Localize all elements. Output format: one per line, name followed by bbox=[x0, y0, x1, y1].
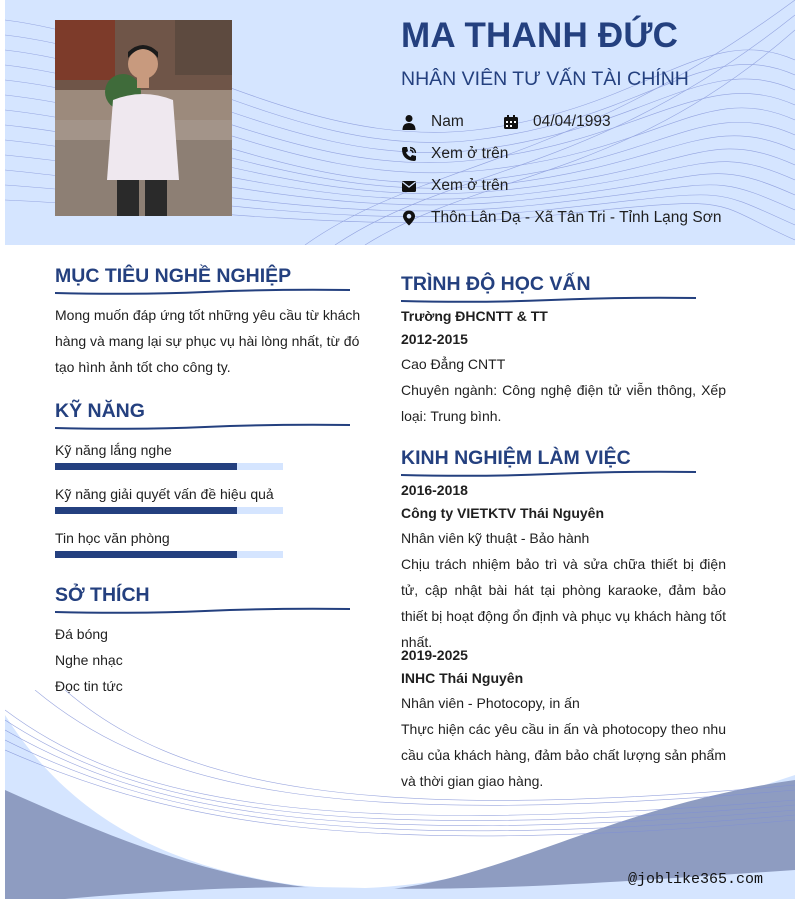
skills-title: KỸ NĂNG bbox=[55, 400, 145, 422]
education-underline bbox=[401, 296, 696, 304]
objective-text: Mong muốn đáp ứng tốt những yêu cầu từ khách hàng và mang lại sự phục vụ hài lòng nhất, từ đó tạo hình ảnh tốt cho công ty. bbox=[55, 307, 361, 375]
skill-bar-fill bbox=[55, 463, 237, 470]
birthday-value: 04/04/1993 bbox=[533, 113, 611, 130]
gender-row bbox=[401, 113, 464, 131]
education-degree: Cao Đẳng CNTT bbox=[401, 356, 506, 372]
education-detail: Chuyên ngành: Công nghệ điện tử viễn thông, Xếp loại: Trung bình. bbox=[401, 382, 726, 424]
person-icon bbox=[401, 114, 417, 130]
hobbies-title: SỞ THÍCH bbox=[55, 584, 150, 606]
email-value: Xem ở trên bbox=[431, 177, 509, 194]
calendar-icon bbox=[503, 114, 519, 130]
footer-handle: @joblike365.com bbox=[628, 871, 764, 888]
hobby-item: Nghe nhạc bbox=[55, 652, 123, 668]
skill-bar bbox=[55, 463, 283, 470]
phone-row bbox=[401, 145, 508, 163]
experience-title: KINH NGHIỆM LÀM VIỆC bbox=[401, 447, 631, 469]
profile-photo bbox=[55, 20, 232, 216]
skill-bar-fill bbox=[55, 507, 237, 514]
envelope-icon bbox=[401, 178, 417, 194]
skill-label: Kỹ năng lắng nghe bbox=[55, 442, 172, 458]
skill-bar bbox=[55, 551, 283, 558]
hobby-item: Đọc tin tức bbox=[55, 678, 123, 694]
email-row bbox=[401, 177, 508, 195]
phone-value: Xem ở trên bbox=[431, 145, 509, 162]
location-pin-icon bbox=[401, 210, 417, 226]
job-role: Nhân viên kỹ thuật - Bảo hành bbox=[401, 530, 590, 546]
hobbies-underline bbox=[55, 607, 350, 615]
birthday-row bbox=[503, 113, 611, 131]
education-period: 2012-2015 bbox=[401, 331, 468, 347]
job-period: 2019-2025 bbox=[401, 647, 468, 663]
job-description: Chịu trách nhiệm bảo trì và sửa chữa thiết bị điện tử, cập nhật bài hát tại phòng karaoke, đảm bảo thiết bị hoạt động ổn định và phục vụ khách hàng tốt nhất. bbox=[401, 556, 726, 650]
hobby-item: Đá bóng bbox=[55, 626, 108, 642]
objective-title: MỤC TIÊU NGHỀ NGHIỆP bbox=[55, 265, 292, 287]
job-description: Thực hiện các yêu cầu in ấn và photocopy theo nhu cầu của khách hàng, đảm bảo chất lượng sản phẩm và thời gian giao hàng. bbox=[401, 721, 726, 789]
gender-value: Nam bbox=[431, 113, 464, 130]
skills-underline bbox=[55, 423, 350, 431]
cv-page bbox=[5, 0, 795, 899]
objective-underline bbox=[55, 288, 350, 296]
footer-wave bbox=[5, 690, 795, 899]
skill-label: Kỹ năng giải quyết vấn đề hiệu quả bbox=[55, 486, 274, 502]
candidate-name: MA THANH ĐỨC bbox=[401, 16, 679, 55]
address-value: Thôn Lân Dạ - Xã Tân Tri - Tỉnh Lạng Sơn bbox=[431, 209, 722, 226]
job-title: NHÂN VIÊN TƯ VẤN TÀI CHÍNH bbox=[401, 68, 689, 90]
address-row bbox=[401, 209, 721, 227]
skill-bar bbox=[55, 507, 283, 514]
job-role: Nhân viên - Photocopy, in ấn bbox=[401, 695, 580, 711]
education-school: Trường ĐHCNTT & TT bbox=[401, 308, 548, 324]
experience-underline bbox=[401, 470, 696, 478]
phone-icon bbox=[401, 146, 417, 162]
skill-bar-fill bbox=[55, 551, 237, 558]
education-title: TRÌNH ĐỘ HỌC VẤN bbox=[401, 273, 591, 295]
job-company: Công ty VIETKTV Thái Nguyên bbox=[401, 505, 605, 521]
job-period: 2016-2018 bbox=[401, 482, 468, 498]
skill-label: Tin học văn phòng bbox=[55, 530, 170, 546]
job-company: INHC Thái Nguyên bbox=[401, 670, 524, 686]
